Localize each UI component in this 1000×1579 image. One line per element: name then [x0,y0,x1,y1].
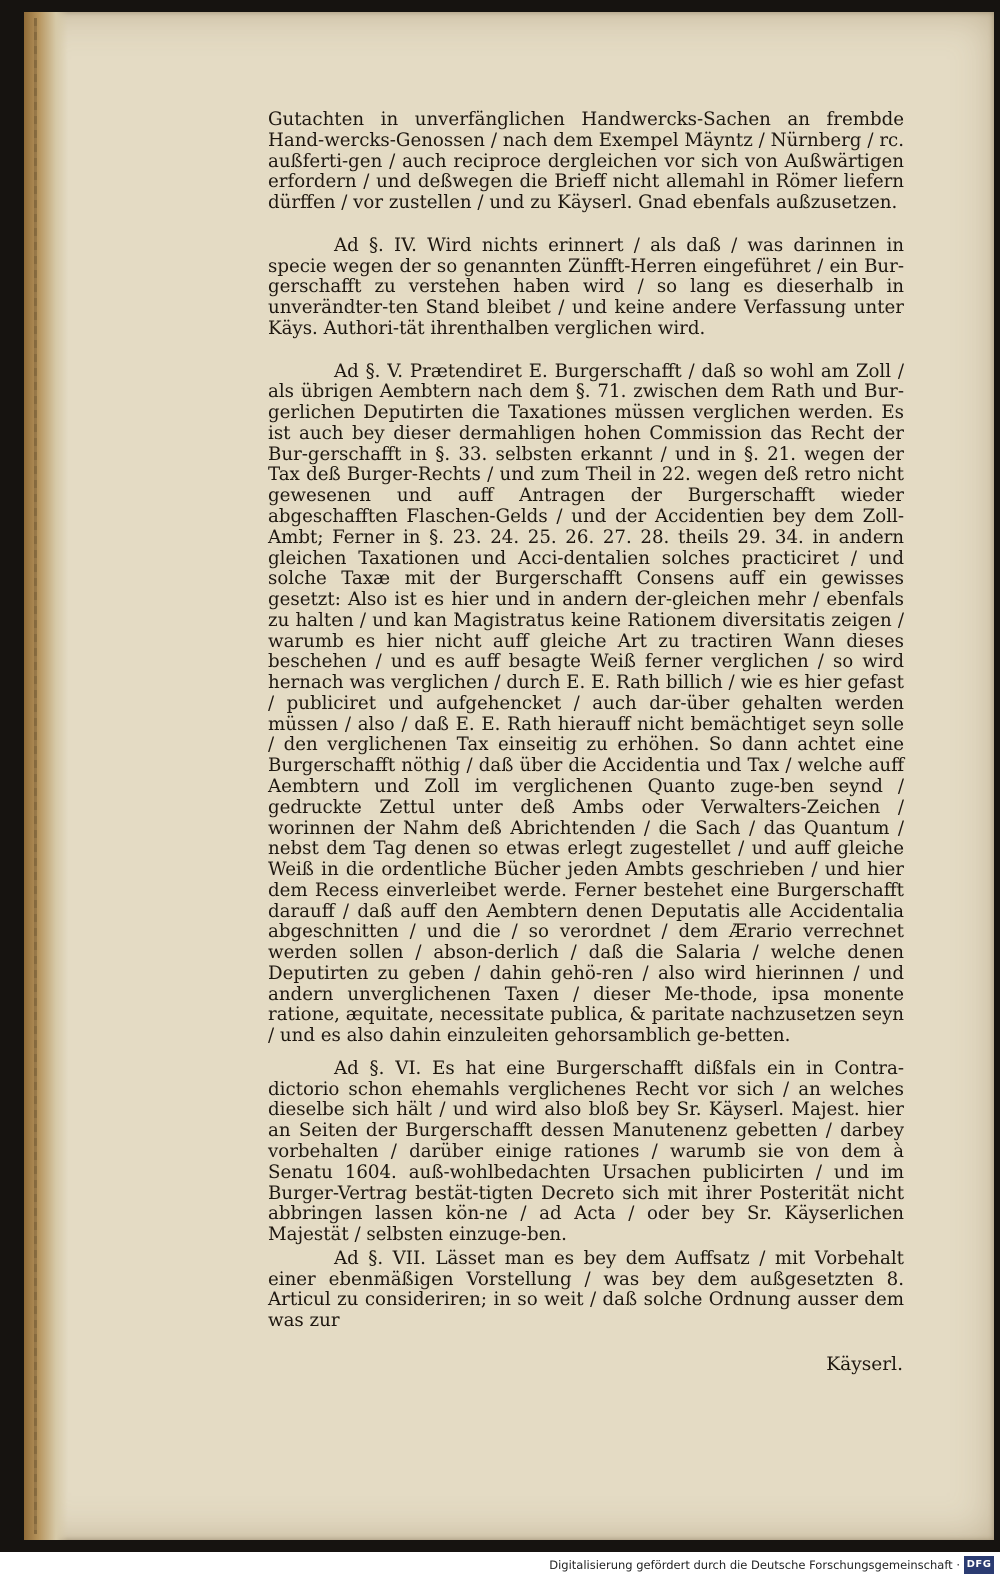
paragraph-ad-section-vii: Ad §. VII. Lässet man es bey dem Auffsatz / mit Vorbehalt einer ebenmäßigen Vorstellung / was bey dem außgesetzten 8. Articul zu consideriren; in so weit / daß solche Ordnung ausser dem was zur [268,1247,904,1332]
dfg-logo: DFG [964,1556,994,1574]
paragraph-ad-section-vi: Ad §. VI. Es hat eine Burgerschafft dißfals ein in Contra-dictorio schon ehemahls verglichenes Recht vor sich / an welches dieselbe sich hält / und wird also bloß bey Sr. Käyserl. Majest. hier an Seiten der Burgerschafft dessen Manutenenz gebetten / darbey vorbehalten / darüber einige rationes / warumb sie von dem à Senatu 1604. auß-wohlbedachten Ursachen publicirten / und im Burger-Vertrag bestät-tigten Decreto sich mit ihrer Posterität nicht abbringen lassen kön-ne / ad Acta / oder bey Sr. Käyserlichen Majestät / selbsten einzuge-ben. [268,1057,904,1246]
paragraph-ad-section-v: Ad §. V. Prætendiret E. Burgerschafft / daß so wohl am Zoll / als übrigen Aembtern nach dem §. 71. zwischen dem Rath und Bur-gerlichen Deputirten die Taxationes müssen verglichen werden. Es ist auch bey dieser dermahligen hohen Commission das Recht der Bur-gerschafft in §. 33. selbsten erkannt / und in §. 21. wegen der Tax deß Burger-Rechts / und zum Theil in 22. wegen deß retro nicht gewesenen und auff Antragen der Burgerschafft wieder abgeschafften Flaschen-Gelds / und der Accidentien bey dem Zoll-Ambt; Ferner in §. 23. 24. 25. 26. 27. 28. theils 29. 34. in andern gleichen Taxationen und Acci-dentalien solches practiciret / und solche Taxæ mit der Burgerschafft Consens auff ein gewisses gesetzt: Also ist es hier und in andern der-gleichen mehr / ebenfals zu halten / und kan Magistratus keine Rationem diversitatis zeigen / warumb es hier nicht auff gleiche Art zu tractiren Wann dieses beschehen / und es auff besagte Weiß ferner verglichen / so wird hernach was verglichen / durch E. E. Rath billich / wie es hier gefast / publiciret und aufgehencket / auch dar-über gehalten werden müssen / also / daß E. E. Rath hierauff nicht bemächtiget seyn solle / den verglichenen Tax einseitig zu erhöhen. So dann achtet eine Burgerschafft nöthig / daß über die Accidentia und Tax / welche auff Aembtern und Zoll im verglichenen Quanto zuge-ben seynd / gedruckte Zettul unter deß Ambs oder Verwalters-Zeichen / worinnen der Nahm deß Abrichtenden / die Sach / das Quantum / nebst dem Tag denen so etwas erlegt zugestellet / und auff gleiche Weiß in die ordentliche Bücher jeden Ambts geschrieben / und hier dem Recess einverleibet werde. Ferner bestehet eine Burgerschafft darauff / daß auff den Aembtern denen Deputatis alle Accidentalia abgeschnitten / und die / so verordnet / dem Ærario verrechnet werden sollen / abson-derlich / daß die Salaria / welche denen Deputirten zu geben / dahin gehö-ren / also wird hierinnen / und andern unverglichenen Taxen / dieser Me-thode, ipsa monente ratione, æquitate, necessitate publica, & paritate nachzusetzen seyn / und es also dahin einzuleiten gehorsamblich ge-betten. [268,360,904,1047]
paragraph-ad-section-iv: Ad §. IV. Wird nichts erinnert / als daß / was darinnen in specie wegen der so genannten Zünfft-Herren eingeführet / ein Bur-gerschafft zu verstehen haben wird / so lang es dieserhalb in unverändter-ten Stand bleibet / und keine andere Verfassung unter Käys. Authori-tät ihrenthalben verglichen wird. [268,234,904,339]
paragraph-continuation: Gutachten in unverfänglichen Handwercks-Sachen an frembde Hand-wercks-Genossen / nach dem Exempel Mäyntz / Nürnberg / rc. außferti-gen / auch reciproce dergleichen vor sich von Außwärtigen erfordern / und deßwegen die Brieff nicht allemahl in Römer liefern dürffen / vor zustellen / und zu Käyserl. Gnad ebenfals außzusetzen. [268,109,904,214]
catchword: Käyserl. [826,1354,903,1375]
page-text-block [268,110,904,1332]
funding-credit: Digitalisierung gefördert durch die Deutsche Forschungsgemeinschaft · [549,1558,960,1572]
footer-bar [0,1552,1000,1579]
